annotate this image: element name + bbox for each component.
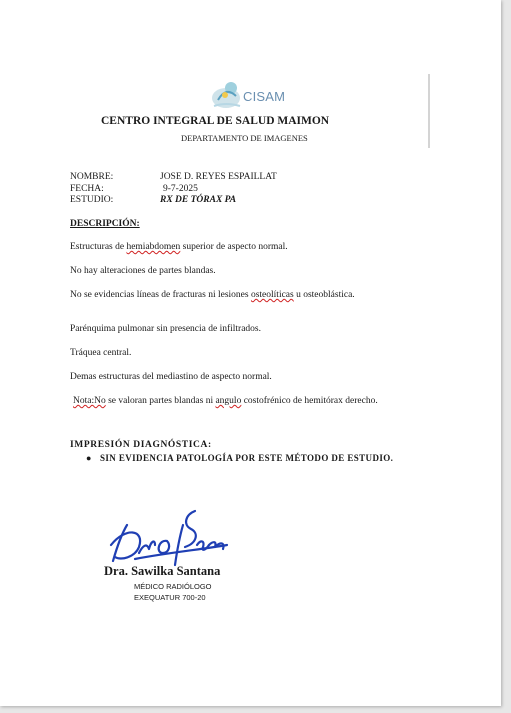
text-run: u osteoblástica. — [293, 290, 355, 300]
handwritten-signature — [105, 505, 235, 570]
study-value: RX DE TÓRAX PA — [160, 195, 237, 205]
text-run: No se evidencias líneas de fracturas ni lesiones — [70, 290, 251, 300]
note-paragraph — [70, 395, 433, 407]
name-value: JOSE D. REYES ESPAILLAT — [160, 172, 277, 182]
description-paragraph — [70, 241, 430, 253]
signer-name: Dra. Sawilka Santana — [104, 564, 221, 578]
spellcheck-word: angulo — [215, 396, 242, 406]
name-label: NOMBRE: — [70, 172, 114, 182]
study-label: ESTUDIO: — [70, 195, 114, 205]
text-run: superior de aspecto normal. — [180, 242, 288, 252]
description-paragraph: Parénquima pulmonar sin presencia de infiltrados. — [70, 324, 262, 334]
text-run: se valoran partes blandas ni — [105, 396, 216, 406]
logo-wordmark: CISAM — [243, 89, 286, 104]
document-title: CENTRO INTEGRAL DE SALUD MAIMON — [101, 115, 330, 127]
impression-heading: IMPRESIÓN DIAGNÓSTICA: — [70, 440, 212, 450]
signer-role: MÉDICO RADIÓLOGO — [134, 582, 212, 591]
spellcheck-word: hemiabdomen — [126, 242, 181, 252]
description-heading: DESCRIPCIÓN: — [70, 219, 140, 229]
date-label: FECHA: — [70, 184, 104, 194]
department-subtitle: DEPARTAMENTO DE IMAGENES — [181, 133, 308, 143]
impression-item: SIN EVIDENCIA PATOLOGÍA POR ESTE MÉTODO DE ESTUDIO. — [100, 453, 394, 463]
cisam-logo — [210, 80, 290, 110]
description-paragraph — [70, 289, 430, 301]
date-value: 9-7-2025 — [163, 184, 198, 194]
text-run: costofrénico de hemitórax derecho. — [241, 396, 378, 406]
text-run: Estructuras de — [70, 242, 127, 252]
signer-registration: EXEQUATUR 700-20 — [134, 593, 206, 602]
description-paragraph: No hay alteraciones de partes blandas. — [70, 266, 216, 276]
description-paragraph: Demas estructuras del mediastino de aspecto normal. — [70, 372, 272, 382]
description-paragraph: Tráquea central. — [70, 348, 132, 358]
spellcheck-word: Nota:No — [73, 396, 106, 406]
spellcheck-word: osteolíticas — [250, 290, 294, 300]
bullet-icon: ● — [86, 453, 92, 463]
header-divider — [428, 74, 430, 148]
